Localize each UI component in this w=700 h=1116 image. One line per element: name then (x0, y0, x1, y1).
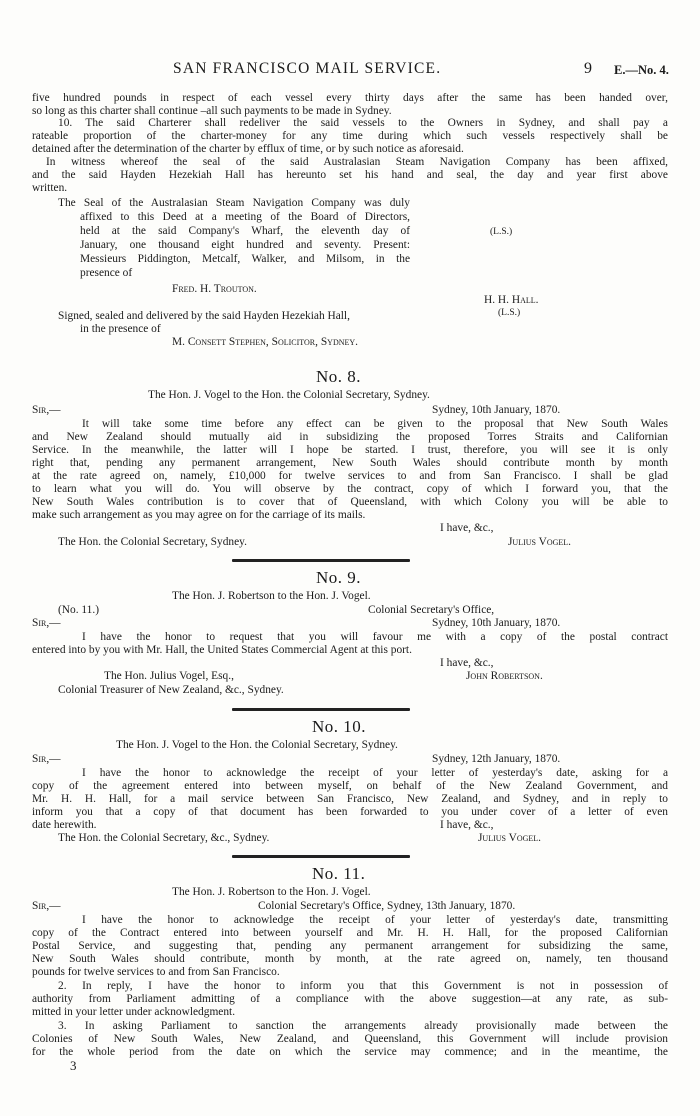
signed-clause-line: Signed, sealed and delivered by the said Hayden Hezekiah Hall, (58, 310, 350, 322)
letter-body-line: at the rate agreed on, namely, £10,000 for twelve services to and from San Francisco. I shall be glad (32, 470, 668, 482)
deed-line: rateable proportion of the charter-money for any time during which such vessels respectively shall be (32, 130, 668, 142)
seal-clause-line: held at the said Company's Wharf, the eleventh day of (80, 225, 410, 237)
letter-addressee: Colonial Treasurer of New Zealand, &c., Sydney. (58, 684, 284, 696)
page-number: 9 (584, 60, 592, 77)
letter-body-line: 3. In asking Parliament to sanction the arrangements already provisionally made between the (58, 1020, 668, 1032)
letter-body-line: copy of the Contract entered into between yourself and Mr. H. H. Hall, for the proposed Californian (32, 927, 668, 939)
seal-clause-line: January, one thousand eight hundred and seventy. Present: (80, 239, 410, 251)
letter-body-line: New South Wales contribution is to cover that of Queensland, with which Colony you will be able to (32, 496, 668, 508)
letter-number: No. 11. (312, 864, 366, 883)
deed-line: detained after the determination of the charter by efflux of time, or by such notice as aforesaid. (32, 143, 464, 155)
signed-clause-line: in the presence of (80, 323, 161, 335)
letter-body-line: pounds for twelve services to and from San Francisco. (32, 966, 280, 978)
letter-date: Sydney, 10th January, 1870. (432, 617, 561, 629)
letter-date: Sydney, 12th January, 1870. (432, 753, 561, 765)
letter-body-line: Service. In the meanwhile, the latter will I hope be started. I trust, therefore, you will see it is only (32, 444, 668, 456)
hall-signature: H. H. Hall. (484, 294, 539, 306)
salutation: Sir,— (32, 404, 61, 416)
letter-body-line: mitted in your letter under acknowledgment. (32, 1006, 236, 1018)
salutation: Sir,— (32, 900, 61, 912)
section-divider (232, 855, 410, 858)
letter-heading: The Hon. J. Robertson to the Hon. J. Vogel. (172, 886, 371, 898)
letter-body-line: Colonies of New South Wales, New Zealand, and Queensland, this Government will include provision (32, 1033, 668, 1045)
deed-line: five hundred pounds in respect of each vessel every thirty days after the same has been handed over, (32, 92, 668, 104)
letter-body-line: 2. In reply, I have the honor to inform you that this Government is not in possession of (58, 980, 668, 992)
locus-sigilli: (L.S.) (498, 308, 521, 318)
signature-mark: 3 (70, 1058, 77, 1073)
letter-body-line: for the whole period from the date on which the service may commence; and in the meantime, the (32, 1046, 668, 1058)
deed-line: so long as this charter shall continue –all such payments to be made in Sydney. (32, 105, 392, 117)
letter-closing: I have, &c., (440, 819, 494, 831)
witness-name: Fred. H. Trouton. (172, 283, 257, 295)
letter-signature: Julius Vogel. (478, 832, 542, 844)
deed-line: written. (32, 182, 68, 194)
letter-heading: The Hon. J. Vogel to the Hon. the Colonial Secretary, Sydney. (148, 389, 430, 401)
letter-date: Colonial Secretary's Office, Sydney, 13th January, 1870. (258, 900, 516, 912)
letter-body-line: Mr. H. H. Hall, for a mail service between San Francisco, New Zealand, and Sydney, and in reply to (32, 793, 668, 805)
seal-clause-line: The Seal of the Australasian Steam Navigation Company was duly (58, 197, 410, 209)
letter-body-line: I have the honor to acknowledge the receipt of your letter of yesterday's date, asking for a (82, 767, 668, 779)
section-divider (232, 708, 410, 711)
letter-number: No. 8. (316, 367, 362, 386)
letter-addressee: The Hon. the Colonial Secretary, Sydney. (58, 536, 247, 548)
seal-clause-line: affixed to this Deed at a meeting of the Board of Directors, (80, 211, 410, 223)
deed-line: and the said Hayden Hezekiah Hall has hereunto set his hand and seal, the day and year first above (32, 169, 668, 181)
letter-body-line: I have the honor to acknowledge the receipt of your letter of yesterday's date, transmitting (82, 914, 668, 926)
letter-body-line: and New Zealand should mutually aid in subsidizing the proposed Torres Straits and Californian (32, 431, 668, 443)
deed-line: 10. The said Charterer shall redeliver the said vessels to the Owners in Sydney, and shall pay a (58, 117, 668, 129)
letter-reference: (No. 11.) (58, 604, 100, 616)
section-divider (232, 559, 410, 562)
document-reference: E.—No. 4. (614, 63, 669, 77)
letter-body-line: entered into by you with Mr. Hall, the United States Commercial Agent at this port. (32, 644, 412, 656)
letter-closing: I have, &c., (440, 657, 494, 669)
letter-number: No. 9. (316, 568, 362, 587)
witness-name: M. Consett Stephen, Solicitor, Sydney. (172, 336, 359, 348)
letter-body-line: date herewith. (32, 819, 97, 831)
salutation: Sir,— (32, 617, 61, 629)
locus-sigilli: (L.S.) (490, 227, 513, 237)
letter-addressee: The Hon. the Colonial Secretary, &c., Sydney. (58, 832, 270, 844)
letter-date: Sydney, 10th January, 1870. (432, 404, 561, 416)
letter-body-line: Postal Service, and suggesting that, pending any permanent arrangement for subsidizing the same, (32, 940, 668, 952)
letter-body-line: to learn what you will do. You will observe by the contract, copy of which I forward you, that the (32, 483, 668, 495)
page-title: SAN FRANCISCO MAIL SERVICE. (173, 60, 442, 77)
letter-signature: Julius Vogel. (508, 536, 572, 548)
letter-body-line: make such arrangement as you may agree on for the carriage of its mails. (32, 509, 366, 521)
deed-line: In witness whereof the seal of the said Australasian Steam Navigation Company has been affixed, (46, 156, 668, 168)
letter-body-line: It will take some time before any effect can be given to the proposal that New South Wales (82, 418, 668, 430)
seal-clause-line: presence of (80, 267, 133, 279)
letter-body-line: authority from Parliament admitting of a compliance with the above suggestion—at any rate, as sub- (32, 993, 668, 1005)
letter-body-line: I have the honor to request that you will favour me with a copy of the postal contract (82, 631, 668, 643)
letter-addressee: The Hon. Julius Vogel, Esq., (104, 670, 234, 682)
letter-body-line: right that, pending any permanent arrangement, New South Wales should contribute month by month (32, 457, 668, 469)
letter-signature: John Robertson. (466, 670, 543, 682)
letter-body-line: copy of the agreement entered into between myself, on behalf of the New Zealand Government, and (32, 780, 668, 792)
letter-heading: The Hon. J. Vogel to the Hon. the Colonial Secretary, Sydney. (116, 739, 398, 751)
letter-body-line: inform you that a copy of that document has been forwarded to you under cover of a letter of even (32, 806, 668, 818)
letter-office: Colonial Secretary's Office, (368, 604, 495, 616)
seal-clause-line: Messieurs Piddington, Metcalf, Walker, and Milsom, in the (80, 253, 410, 265)
salutation: Sir,— (32, 753, 61, 765)
letter-body-line: New South Wales should contribute, month by month, at the rate agreed on, namely, ten thousand (32, 953, 668, 965)
letter-number: No. 10. (312, 717, 367, 736)
letter-heading: The Hon. J. Robertson to the Hon. J. Vogel. (172, 590, 371, 602)
letter-closing: I have, &c., (440, 522, 494, 534)
